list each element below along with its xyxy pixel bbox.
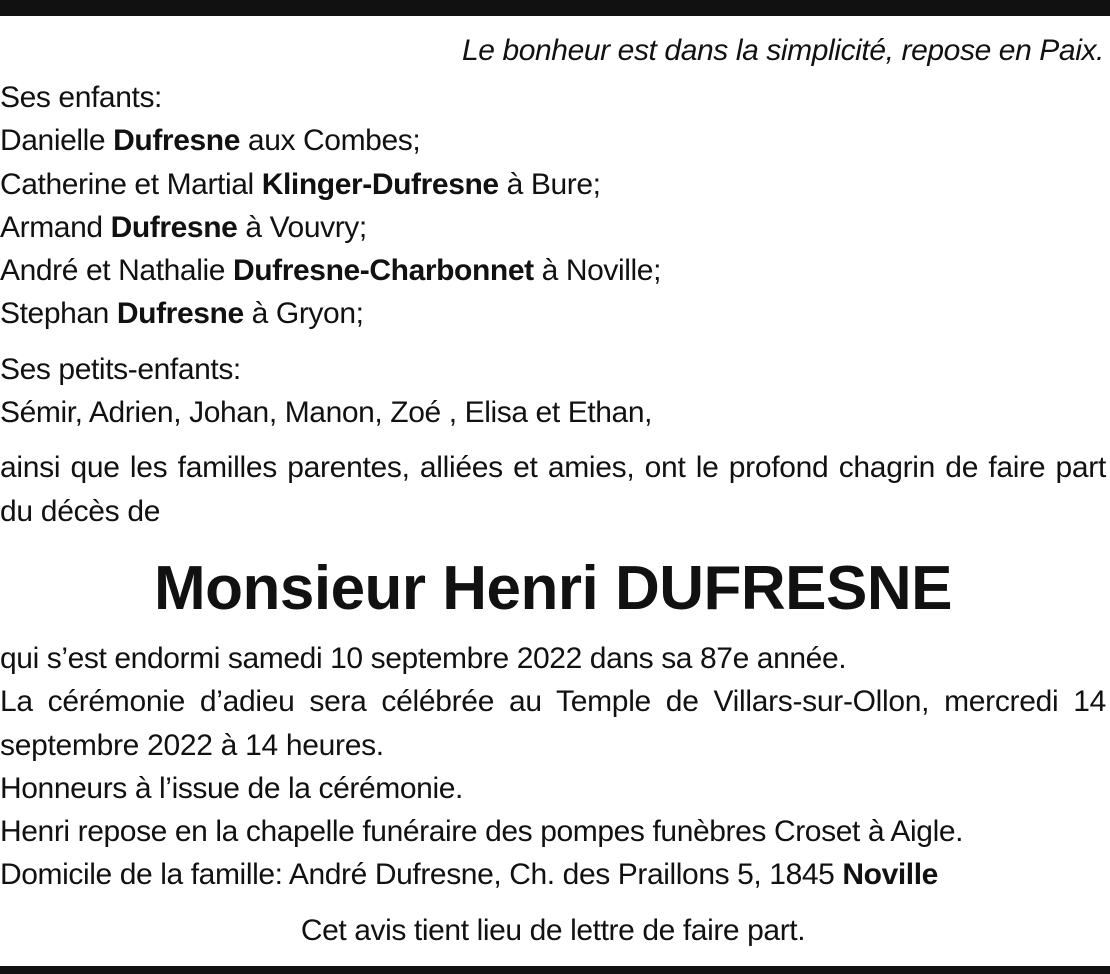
child-place: à Noville; (533, 254, 662, 288)
child-entry (0, 163, 1106, 206)
child-surname: Klinger-Dufresne (261, 167, 499, 201)
obituary-notice (0, 26, 1106, 952)
child-first-names: Stephan (0, 297, 117, 331)
deceased-name: Monsieur Henri DUFRESNE (153, 553, 953, 623)
child-place: à Bure; (498, 167, 601, 201)
resting-text: Henri repose en la chapelle funéraire des pompes funèbres Croset à Aigle. (0, 815, 964, 849)
child-entry (0, 206, 1106, 249)
bottom-border-rule (0, 966, 1110, 974)
closing-text: Cet avis tient lieu de lettre de faire part. (300, 913, 806, 947)
grandchildren-section (0, 348, 1106, 435)
children-heading: Ses enfants: (0, 81, 162, 114)
announcement-text: ainsi que les familles parentes, alliées et amies, ont le profond chagrin de faire part du décès de (0, 451, 1106, 528)
child-entry (0, 292, 1106, 335)
children-section (0, 76, 1106, 336)
grandchildren-heading: Ses petits-enfants: (0, 352, 241, 386)
motto: Le bonheur est dans la simplicité, repose en Paix. (461, 34, 1104, 67)
child-surname: Dufresne (116, 297, 244, 331)
child-first-names: Armand (0, 210, 111, 244)
child-surname: Dufresne-Charbonnet (232, 254, 534, 288)
honours-text: Honneurs à l’issue de la cérémonie. (0, 771, 463, 805)
domicile-text (0, 853, 1106, 896)
ceremony-text: La cérémonie d’adieu sera célébrée au Temple de Villars-sur-Ollon, mercredi 14 septembre 2022 à 14 heures. (0, 685, 1106, 762)
details-section (0, 637, 1106, 897)
child-place: à Vouvry; (237, 210, 367, 244)
child-first-names: Danielle (0, 124, 114, 158)
passing-text: qui s’est endormi samedi 10 septembre 2022 dans sa 87e année. (0, 641, 847, 675)
child-surname: Dufresne (113, 124, 240, 158)
domicile-address: Domicile de la famille: André Dufresne, Ch. des Praillons 5, 1845 (0, 858, 843, 892)
child-entry (0, 249, 1106, 292)
child-first-names: Catherine et Martial (0, 167, 262, 201)
child-place: à Gryon; (243, 297, 364, 331)
domicile-town: Noville (842, 858, 938, 892)
child-entry (0, 119, 1106, 162)
child-first-names: André et Nathalie (0, 254, 233, 288)
child-place: aux Combes; (239, 124, 421, 158)
top-border-rule (0, 0, 1110, 16)
child-surname: Dufresne (110, 210, 238, 244)
grandchildren-names: Sémir, Adrien, Johan, Manon, Zoé , Elisa et Ethan, (0, 396, 653, 430)
